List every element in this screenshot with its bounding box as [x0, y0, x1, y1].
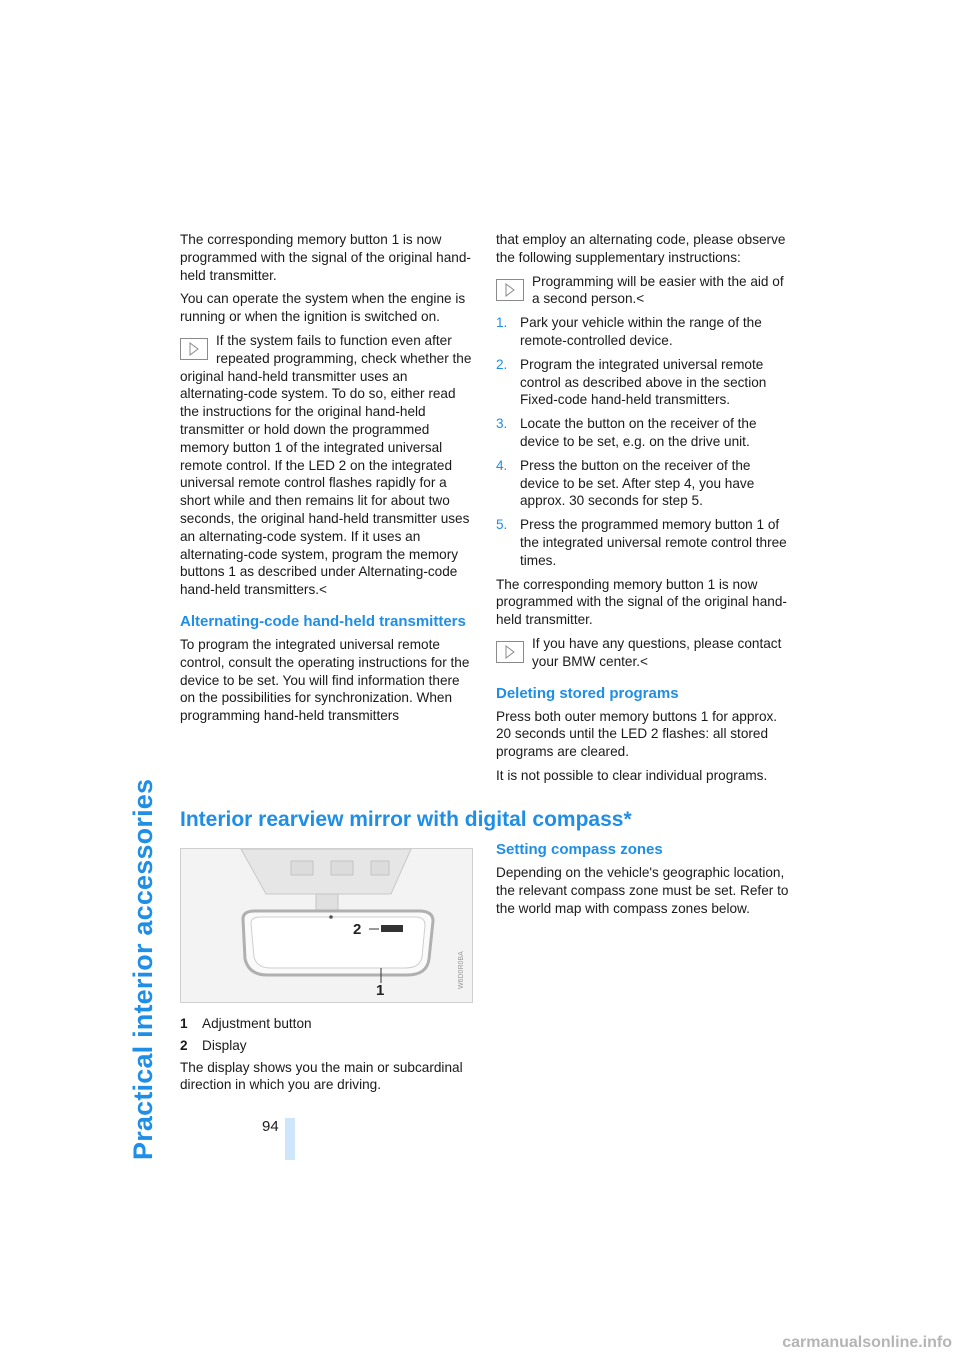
figure-legend	[180, 1015, 476, 1100]
note-text: If you have any questions, please contact your BMW center.<	[532, 635, 782, 669]
heading-compass-zones: Setting compass zones	[496, 841, 663, 858]
list-item: 4. Press the button on the receiver of the device to be set. After step 4, you have approx. 30 seconds for step 5.	[496, 457, 755, 509]
paragraph: The display shows you the main or subcardinal direction in which you are driving.	[180, 1059, 463, 1093]
paragraph: The corresponding memory button 1 is now programmed with the signal of the original hand-held transmitter.	[180, 232, 471, 283]
figure-label-1: 1	[376, 982, 385, 999]
compass-zones-column	[496, 841, 790, 923]
legend-item: 1 Adjustment button	[180, 1016, 312, 1031]
paragraph: Depending on the vehicle's geographic location, the relevant compass zone must be set. Refer to the world map with compass zones below.	[496, 865, 789, 916]
note-text: If the system fails to function even after repeated programming, check whether the original hand-held transmitter uses an alternating-code system. To do so, either read the instructions for the original hand-held transmitter or hold down the programmed memory button 1 of the integrated universal remote control. If the LED 2 on the integrated universal remote control flashes rapidly for a short while and then remains lit for about two seconds, the original hand-held transmitter uses an alternating-code system. If it uses an alternating-code system, program the memory buttons 1 as described under Alternating-code hand-held transmitters.<	[180, 332, 472, 598]
figure-code: W6D0R0BA	[458, 951, 465, 989]
figure-label-2: 2	[353, 921, 362, 938]
paragraph: that employ an alternating code, please observe the following supplementary instructions:	[496, 232, 786, 265]
note	[496, 635, 790, 671]
paragraph: The corresponding memory button 1 is now programmed with the signal of the original hand-held transmitter.	[496, 576, 787, 628]
heading-deleting-programs: Deleting stored programs	[496, 684, 679, 702]
paragraph: To program the integrated universal remote control, consult the operating instructions for the device to be set. You will find information there on the possibilities for synchronization. When programming hand-held transmitters	[180, 636, 470, 724]
list-item: 2. Program the integrated universal remote control as described above in the section Fixed-code hand-held transmitters.	[496, 356, 767, 408]
paragraph: It is not possible to clear individual programs.	[496, 767, 768, 783]
list-item: 3. Locate the button on the receiver of the device to be set, e.g. on the drive unit.	[496, 416, 757, 449]
note-text: Programming will be easier with the aid of a second person.<	[532, 273, 784, 307]
paragraph: You can operate the system when the engine is running or when the ignition is switched on.	[180, 291, 466, 325]
heading-alternating-code: Alternating-code hand-held transmitters	[180, 612, 466, 630]
note-arrow-icon	[496, 279, 524, 301]
paragraph: Press both outer memory buttons 1 for approx. 20 seconds until the LED 2 flashes: all stored programs are cleared.	[496, 708, 778, 760]
page-bar	[285, 1118, 295, 1160]
note	[496, 273, 790, 309]
note	[180, 332, 476, 599]
note-arrow-icon	[496, 641, 524, 663]
heading-mirror-compass: Interior rearview mirror with digital compass*	[180, 808, 632, 831]
footer-watermark: carmanualsonline.info	[782, 1334, 952, 1351]
legend-item: 2 Display	[180, 1037, 247, 1053]
mirror-illustration	[180, 848, 473, 1003]
note-arrow-icon	[180, 338, 208, 360]
left-column	[180, 231, 476, 731]
steps-list	[496, 314, 790, 569]
section-title: Practical interior accessories	[128, 778, 158, 1160]
right-column	[496, 231, 790, 791]
list-item: 5. Press the programmed memory button 1 of the integrated universal remote control three times.	[496, 517, 787, 568]
page-number: 94	[262, 1118, 279, 1135]
list-item: 1. Park your vehicle within the range of the remote-controlled device.	[496, 315, 762, 348]
